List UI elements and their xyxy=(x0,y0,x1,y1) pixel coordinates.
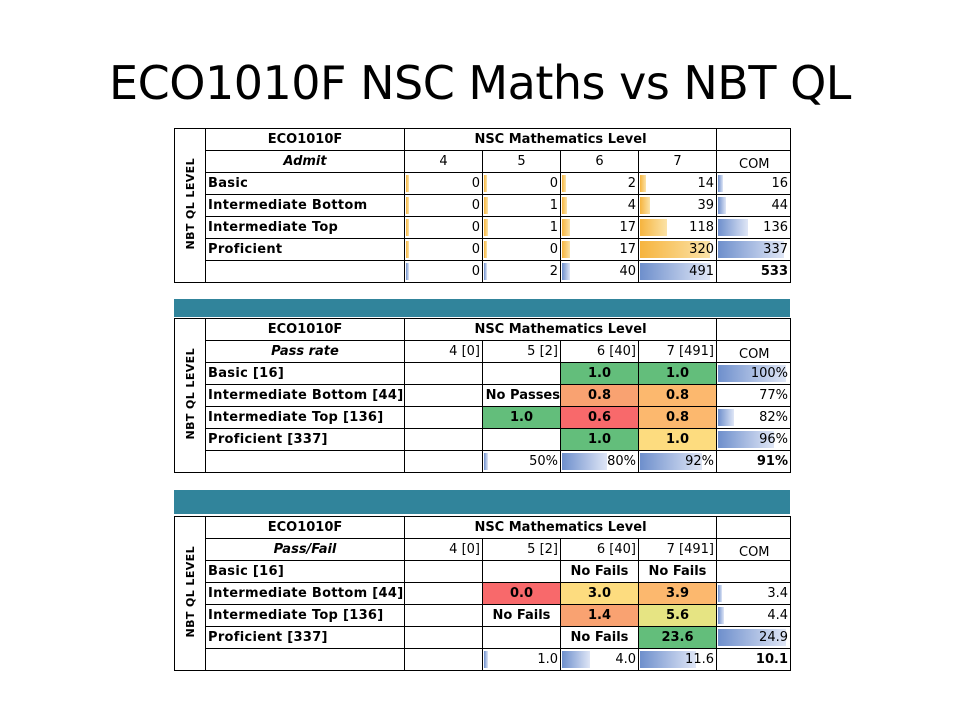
table-row: Basic [16] 1.0 1.0 100% xyxy=(175,363,791,385)
course-header: ECO1010F xyxy=(206,517,405,539)
slide-title: ECO1010F NSC Maths vs NBT QL xyxy=(109,56,851,110)
com-header: COM xyxy=(717,341,791,363)
group-header: NSC Mathematics Level xyxy=(405,517,717,539)
totals-row: 1.0 4.0 11.6 10.1 xyxy=(175,649,791,671)
table-row: Intermediate Bottom [44] No Passes 0.8 0.8 77% xyxy=(175,385,791,407)
separator-strip xyxy=(174,299,790,317)
side-label: NBT QL LEVEL xyxy=(175,319,206,473)
group-header: NSC Mathematics Level xyxy=(405,319,717,341)
com-header: COM xyxy=(717,151,791,173)
table-row: Intermediate Top [136] No Fails 1.4 5.6 4.4 xyxy=(175,605,791,627)
metric-label: Pass/Fail xyxy=(206,539,405,561)
pass-fail-table xyxy=(174,516,791,671)
row-label: Intermediate Bottom [44] xyxy=(206,385,405,407)
metric-label: Admit xyxy=(206,151,405,173)
table-row: Basic 0 0 2 14 16 xyxy=(175,173,791,195)
course-header: ECO1010F xyxy=(206,129,405,151)
column-header: 4 xyxy=(405,151,483,173)
table-row: Intermediate Bottom 0 1 4 39 44 xyxy=(175,195,791,217)
table-row: Intermediate Bottom [44] 0.0 3.0 3.9 3.4 xyxy=(175,583,791,605)
column-header: 7 [491] xyxy=(639,539,717,561)
com-header: COM xyxy=(717,539,791,561)
group-header: NSC Mathematics Level xyxy=(405,129,717,151)
row-label: Proficient [337] xyxy=(206,429,405,451)
table-row: Proficient [337] No Fails 23.6 24.9 xyxy=(175,627,791,649)
row-label: Intermediate Top xyxy=(206,217,405,239)
table-row: Intermediate Top [136] 1.0 0.6 0.8 82% xyxy=(175,407,791,429)
row-label: Proficient [337] xyxy=(206,627,405,649)
row-label: Intermediate Top [136] xyxy=(206,605,405,627)
side-label: NBT QL LEVEL xyxy=(175,517,206,671)
table-row: Proficient [337] 1.0 1.0 96% xyxy=(175,429,791,451)
column-header: 5 [2] xyxy=(483,341,561,363)
row-label: Intermediate Bottom xyxy=(206,195,405,217)
course-header: ECO1010F xyxy=(206,319,405,341)
row-label: Basic [16] xyxy=(206,561,405,583)
column-header: 7 xyxy=(639,151,717,173)
side-label: NBT QL LEVEL xyxy=(175,129,206,283)
row-label: Intermediate Top [136] xyxy=(206,407,405,429)
metric-label: Pass rate xyxy=(206,341,405,363)
table-row: Basic [16] No Fails No Fails xyxy=(175,561,791,583)
admit-table xyxy=(174,128,791,283)
row-label: Intermediate Bottom [44] xyxy=(206,583,405,605)
column-header: 6 xyxy=(561,151,639,173)
row-label: Basic xyxy=(206,173,405,195)
column-header: 5 xyxy=(483,151,561,173)
column-header: 7 [491] xyxy=(639,341,717,363)
separator-strip xyxy=(174,490,790,514)
table-row: Proficient 0 0 17 320 337 xyxy=(175,239,791,261)
column-header: 6 [40] xyxy=(561,341,639,363)
pass-rate-table xyxy=(174,318,791,473)
totals-row: 0 2 40 491 533 xyxy=(175,261,791,283)
row-label: Basic [16] xyxy=(206,363,405,385)
row-label: Proficient xyxy=(206,239,405,261)
totals-row: 50% 80% 92% 91% xyxy=(175,451,791,473)
column-header: 6 [40] xyxy=(561,539,639,561)
column-header: 4 [0] xyxy=(405,539,483,561)
column-header: 4 [0] xyxy=(405,341,483,363)
column-header: 5 [2] xyxy=(483,539,561,561)
table-row: Intermediate Top 0 1 17 118 136 xyxy=(175,217,791,239)
